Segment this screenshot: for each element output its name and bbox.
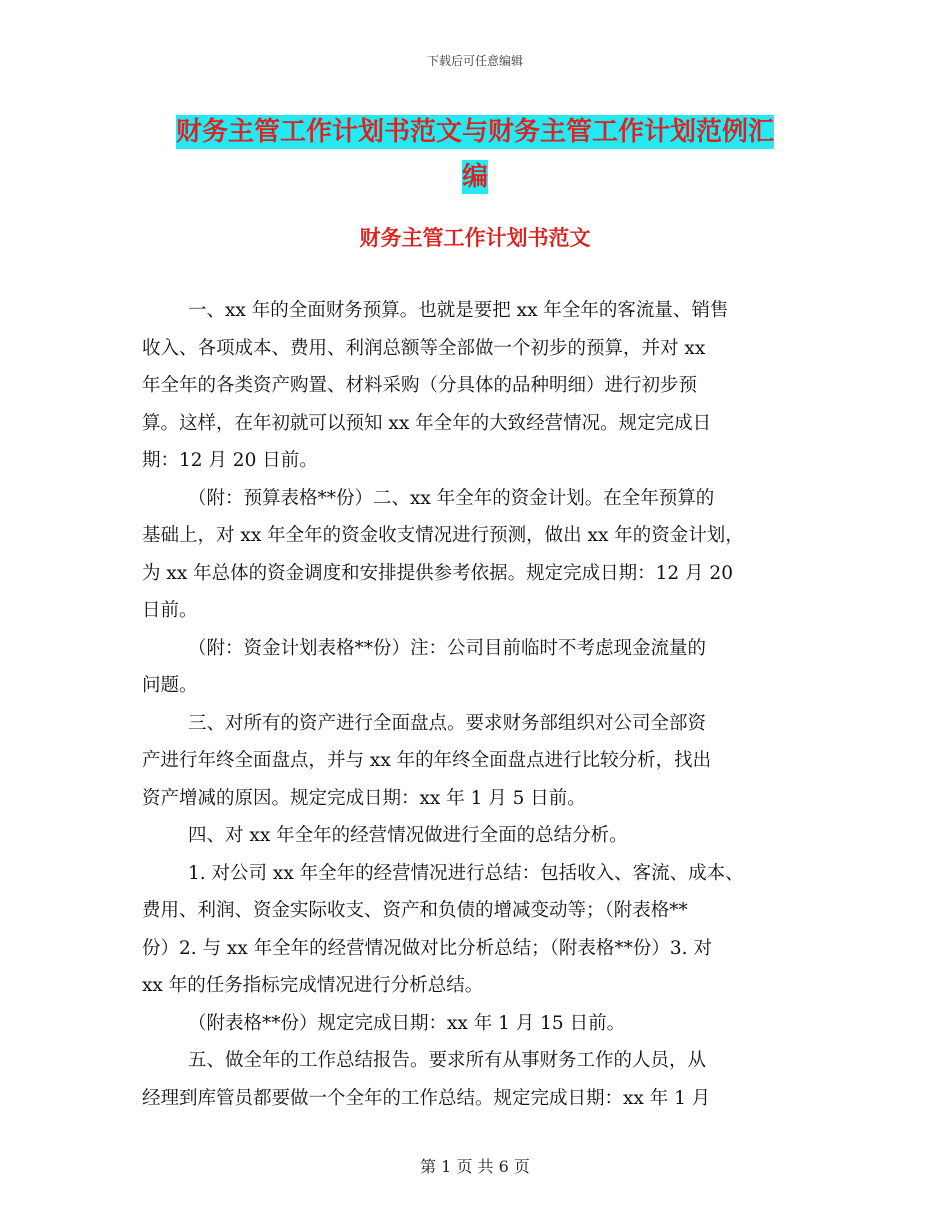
text-line: 问题。 bbox=[142, 675, 198, 696]
text-line: 年全年的各类资产购置、材料采购（分具体的品种明细）进行初步预 bbox=[142, 375, 698, 396]
text-line: 四、对 xx 年全年的经营情况做进行全面的总结分析。 bbox=[188, 825, 628, 846]
text-line: 三、对所有的资产进行全面盘点。要求财务部组织对公司全部资 bbox=[188, 712, 707, 734]
text-line: （附：资金计划表格**份）注：公司目前临时不考虑现金流量的 bbox=[188, 637, 707, 659]
text-line: 日前。 bbox=[142, 600, 198, 621]
text-line: 一、xx 年的全面财务预算。也就是要把 xx 年全年的客流量、销售 bbox=[188, 300, 729, 321]
text-line: 1. 对公司 xx 年全年的经营情况进行总结：包括收入、客流、成本、 bbox=[188, 862, 744, 884]
body-text bbox=[142, 292, 822, 1117]
text-line: 份）2. 与 xx 年全年的经营情况做对比分析总结；（附表格**份）3. 对 bbox=[142, 937, 712, 959]
title-line-1: 财务主管工作计划书范文与财务主管工作计划范例汇 bbox=[175, 117, 774, 147]
text-line: 经理到库管员都要做一个全年的工作总结。规定完成日期：xx 年 1 月 bbox=[142, 1087, 711, 1109]
text-line: 算。这样，在年初就可以预知 xx 年全年的大致经营情况。规定完成日 bbox=[142, 412, 712, 434]
text-line: （附：预算表格**份）二、xx 年全年的资金计划。在全年预算的 bbox=[188, 487, 715, 509]
page-footer: 第 1 页 共 6 页 bbox=[420, 1157, 530, 1176]
text-line: 资产增减的原因。规定完成日期：xx 年 1 月 5 日前。 bbox=[142, 787, 586, 809]
text-line: 基础上，对 xx 年全年的资金收支情况进行预测，做出 xx 年的资金计划， bbox=[142, 525, 744, 546]
text-line: 产进行年终全面盘点，并与 xx 年的年终全面盘点进行比较分析，找出 bbox=[142, 750, 712, 771]
header-note: 下载后可任意编辑 bbox=[426, 54, 523, 68]
text-line: 期：12 月 20 日前。 bbox=[142, 450, 318, 471]
section-title: 财务主管工作计划书范文 bbox=[359, 226, 591, 250]
document-title bbox=[0, 110, 950, 200]
text-line: （附表格**份）规定完成日期：xx 年 1 月 15 日前。 bbox=[188, 1012, 626, 1034]
text-line: 五、做全年的工作总结报告。要求所有从事财务工作的人员，从 bbox=[188, 1050, 707, 1071]
text-line: 收入、各项成本、费用、利润总额等全部做一个初步的预算，并对 xx bbox=[142, 337, 706, 359]
text-line: xx 年的任务指标完成情况进行分析总结。 bbox=[142, 975, 484, 996]
text-line: 为 xx 年总体的资金调度和安排提供参考依据。规定完成日期：12 月 20 bbox=[142, 562, 733, 584]
text-line: 费用、利润、资金实际收支、资产和负债的增减变动等；（附表格** bbox=[142, 900, 688, 921]
title-line-2: 编 bbox=[461, 162, 488, 192]
